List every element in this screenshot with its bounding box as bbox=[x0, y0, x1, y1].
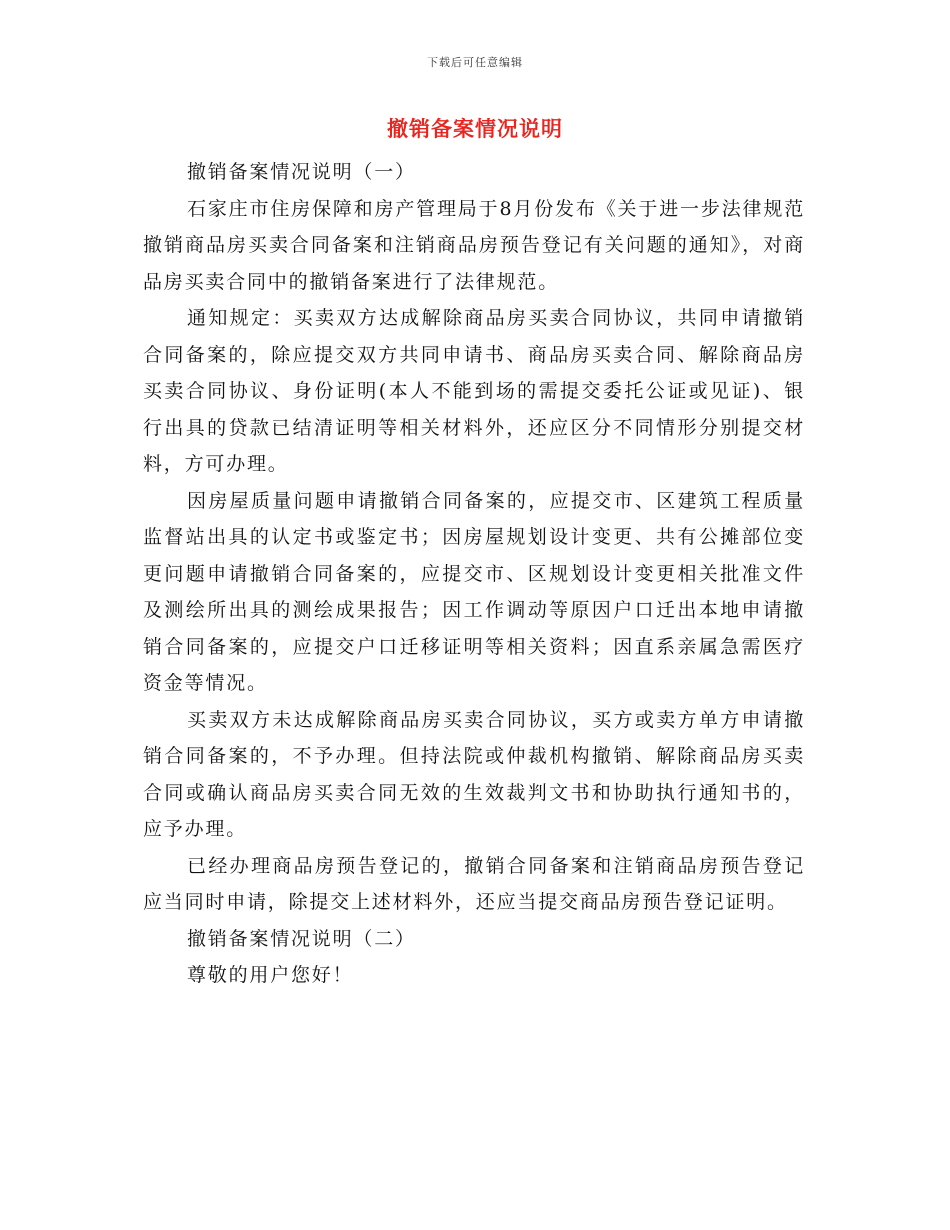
paragraph-announcement: 石家庄市住房保障和房产管理局于8月份发布《关于进一步法律规范撤销商品房买卖合同备案和注销商品房预告登记有关问题的通知》，对商品房买卖合同中的撤销备案进行了法律规范。 bbox=[143, 197, 805, 293]
section-heading-two: 撤销备案情况说明（二） bbox=[187, 927, 416, 950]
paragraph-reasons: 因房屋质量问题申请撤销合同备案的，应提交市、区建筑工程质量监督站出具的认定书或鉴定书；因房屋规划设计变更、共有公摊部位变更问题申请撤销合同备案的，应提交市、区规划设计变更相关批准文件及测绘所出具的测绘成果报告；因工作调动等原因户口迁出本地申请撤销合同备案的，应提交户口迁移证明等相关资料；因直系亲属急需医疗资金等情况。 bbox=[143, 489, 805, 694]
paragraph-greeting: 尊敬的用户您好！ bbox=[187, 964, 354, 986]
document-body bbox=[143, 154, 805, 994]
section-heading-one: 撤销备案情况说明（一） bbox=[187, 161, 416, 183]
document-title: 撤销备案情况说明 bbox=[387, 116, 563, 141]
paragraph-unilateral: 买卖双方未达成解除商品房买卖合同协议，买方或卖方单方申请撤销合同备案的，不予办理。但持法院或仲裁机构撤销、解除商品房买卖合同或确认商品房买卖合同无效的生效裁判文书和协助执行通知书的，应予办理。 bbox=[143, 708, 805, 840]
paragraph-notice-rules: 通知规定：买卖双方达成解除商品房买卖合同协议，共同申请撤销合同备案的，除应提交双方共同申请书、商品房买卖合同、解除商品房买卖合同协议、身份证明(本人不能到场的需提交委托公证或见证)、银行出具的贷款已结清证明等相关材料外，还应区分不同情形分别提交材料，方可办理。 bbox=[143, 307, 805, 475]
page-header-note: 下载后可任意编辑 bbox=[427, 56, 523, 69]
paragraph-preregistration: 已经办理商品房预告登记的，撤销合同备案和注销商品房预告登记应当同时申请，除提交上述材料外，还应当提交商品房预告登记证明。 bbox=[143, 854, 805, 913]
